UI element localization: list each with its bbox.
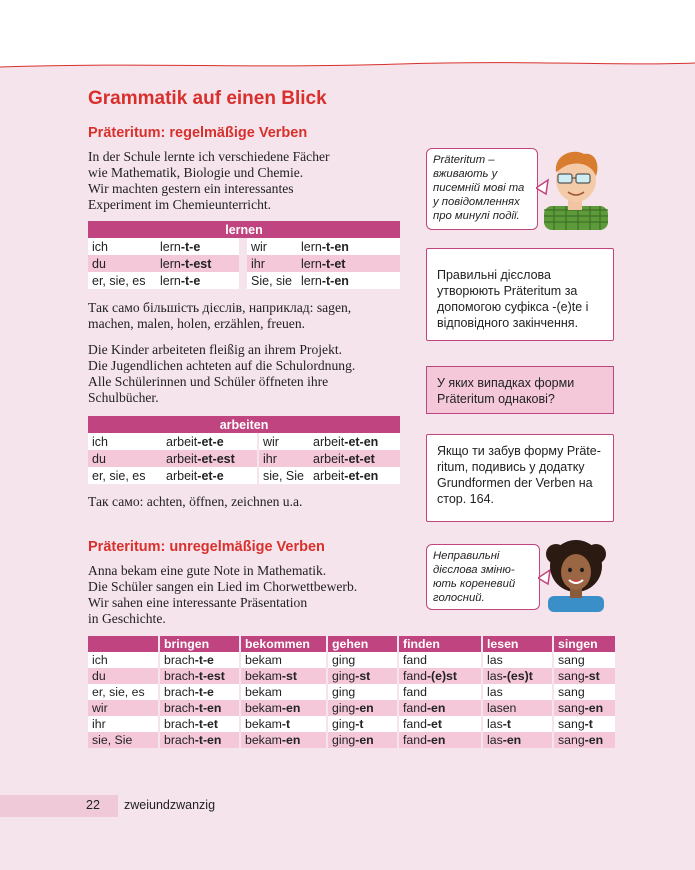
verb-cell: arbeit-et-en bbox=[309, 467, 400, 484]
box-line: У яких випадках форми bbox=[437, 376, 575, 390]
verb-cell: arbeit-et-en bbox=[309, 433, 400, 450]
footer-band bbox=[0, 795, 118, 817]
header-cell: singen bbox=[553, 636, 615, 652]
verb-cell: lern-t-et bbox=[297, 255, 400, 272]
verb-form-cell: bekam-t bbox=[240, 716, 327, 732]
header-cell: finden bbox=[398, 636, 482, 652]
text-line: Wir machten gestern ein interessantes bbox=[88, 181, 294, 196]
verb-cell: lern-t-est bbox=[156, 255, 239, 272]
page-number-word: zweiundzwanzig bbox=[124, 798, 216, 812]
text-line: Die Schüler sangen ein Lied im Chorwettbewerb. bbox=[88, 579, 358, 594]
verb-form-cell: sang-t bbox=[553, 716, 615, 732]
pronoun-cell: du bbox=[88, 255, 156, 272]
verb-cell: lern-t-en bbox=[297, 272, 400, 289]
verb-cell: lern-t-en bbox=[297, 238, 400, 255]
page-title: Grammatik auf einen Blick bbox=[88, 88, 327, 109]
text-line: Die Jugendlichen achteten auf die Schulordnung. bbox=[88, 358, 356, 373]
verb-form-cell: fand bbox=[398, 684, 482, 700]
conjugation-table-lernen bbox=[88, 221, 400, 289]
bubble-line: Неправильні bbox=[433, 550, 500, 562]
text-line: wie Mathematik, Biologie und Chemie. bbox=[88, 165, 304, 180]
boy-character-icon bbox=[536, 148, 616, 230]
pronoun-cell: ihr bbox=[259, 450, 309, 467]
box-line: допомогою суфікса -(e)te і bbox=[437, 300, 589, 314]
pronoun-cell: sie, Sie bbox=[88, 732, 159, 748]
box-line: відповідного закінчення. bbox=[437, 316, 579, 330]
verb-form-cell: fand-(e)st bbox=[398, 668, 482, 684]
conjugation-table-arbeiten bbox=[88, 416, 400, 484]
middle-paragraph bbox=[88, 342, 355, 406]
table-row bbox=[88, 467, 400, 484]
text-line: Wir sahen eine interessante Präsentation bbox=[88, 595, 308, 610]
table-row bbox=[88, 433, 400, 450]
verb-form-cell: fand-en bbox=[398, 700, 482, 716]
box-line: ritum, подивись у додатку bbox=[437, 460, 585, 474]
info-box-appendix bbox=[426, 434, 614, 522]
box-line: Grundformen der Verben на bbox=[437, 476, 593, 490]
table-header: lernen bbox=[88, 221, 400, 238]
similar-verbs-note-2: Так само: achten, öffnen, zeichnen u.a. bbox=[88, 494, 303, 509]
pronoun-cell: ihr bbox=[247, 255, 297, 272]
box-line: Правильні дієслова bbox=[437, 268, 552, 282]
speech-bubble-praeteritum bbox=[426, 148, 538, 230]
pronoun-cell: er, sie, es bbox=[88, 467, 162, 484]
text-line: Schulbücher. bbox=[88, 390, 159, 405]
verb-form-cell: ging-st bbox=[327, 668, 398, 684]
verb-cell: lern-t-e bbox=[156, 238, 239, 255]
verb-cell: arbeit-et-est bbox=[162, 450, 257, 467]
table-row bbox=[88, 652, 615, 668]
pronoun-cell: du bbox=[88, 450, 162, 467]
table-row bbox=[88, 732, 615, 748]
similar-verbs-note-1 bbox=[88, 300, 351, 332]
verb-form-cell: las-(es)t bbox=[482, 668, 553, 684]
pronoun-cell: er, sie, es bbox=[88, 272, 156, 289]
box-line: утворюють Präteritum за bbox=[437, 284, 578, 298]
verb-form-cell: bekam bbox=[240, 684, 327, 700]
verb-form-cell: brach-t-en bbox=[159, 700, 240, 716]
verb-form-cell: bekam-st bbox=[240, 668, 327, 684]
section-title-irregular: Präteritum: unregelmäßige Verben bbox=[88, 539, 325, 555]
header-cell: bekommen bbox=[240, 636, 327, 652]
text-line: in Geschichte. bbox=[88, 611, 166, 626]
verb-form-cell: sang bbox=[553, 652, 615, 668]
verb-form-cell: fand bbox=[398, 652, 482, 668]
verb-form-cell: ging-en bbox=[327, 732, 398, 748]
pronoun-cell: wir bbox=[247, 238, 297, 255]
verb-form-cell: fand-et bbox=[398, 716, 482, 732]
pronoun-cell: ich bbox=[88, 652, 159, 668]
table-row bbox=[88, 255, 400, 272]
bubble-line: голосний. bbox=[433, 592, 485, 604]
table-row bbox=[88, 700, 615, 716]
verb-cell: arbeit-et-e bbox=[162, 467, 257, 484]
bubble-line: дієслова зміню- bbox=[433, 564, 515, 576]
intro-paragraph bbox=[88, 149, 330, 213]
verb-form-cell: ging bbox=[327, 684, 398, 700]
text-line: In der Schule lernte ich verschiedene Fächer bbox=[88, 149, 330, 164]
header-cell: bringen bbox=[159, 636, 240, 652]
bubble-line: вживають у bbox=[433, 168, 498, 180]
verb-form-cell: bekam-en bbox=[240, 700, 327, 716]
box-line: стор. 164. bbox=[437, 492, 495, 506]
pronoun-cell: sie, Sie bbox=[259, 467, 309, 484]
verb-cell: lern-t-e bbox=[156, 272, 239, 289]
pronoun-cell: Sie, sie bbox=[247, 272, 297, 289]
header-cell bbox=[88, 636, 159, 652]
verb-form-cell: fand-en bbox=[398, 732, 482, 748]
irregular-paragraph bbox=[88, 563, 357, 627]
table-row bbox=[88, 668, 615, 684]
text-line: Так само більшість дієслів, наприклад: sagen, bbox=[88, 300, 352, 315]
verb-form-cell: bekam-en bbox=[240, 732, 327, 748]
verb-form-cell: las bbox=[482, 652, 553, 668]
verb-form-cell: brach-t-en bbox=[159, 732, 240, 748]
table-row bbox=[88, 238, 400, 255]
bubble-line: ють кореневий bbox=[433, 578, 516, 590]
verb-form-cell: brach-t-et bbox=[159, 716, 240, 732]
pronoun-cell: wir bbox=[259, 433, 309, 450]
text-line: Experiment im Chemieunterricht. bbox=[88, 197, 272, 212]
pronoun-cell: ich bbox=[88, 433, 162, 450]
bubble-line: Präteritum – bbox=[433, 154, 495, 166]
table-row bbox=[88, 450, 400, 467]
table-header-row bbox=[88, 636, 615, 652]
bubble-line: писемній мові та bbox=[433, 182, 525, 194]
section-title-regular: Präteritum: regelmäßige Verben bbox=[88, 125, 308, 141]
verb-form-cell: ging-t bbox=[327, 716, 398, 732]
text-line: machen, malen, holen, erzählen, freuen. bbox=[88, 316, 306, 331]
info-box-regular-verbs bbox=[426, 248, 614, 341]
verb-form-cell: las-t bbox=[482, 716, 553, 732]
verb-form-cell: ging bbox=[327, 652, 398, 668]
verb-form-cell: lasen bbox=[482, 700, 553, 716]
table-row bbox=[88, 272, 400, 289]
verb-form-cell: las-en bbox=[482, 732, 553, 748]
verb-form-cell: sang-en bbox=[553, 700, 615, 716]
verb-cell: arbeit-et-e bbox=[162, 433, 257, 450]
table-row bbox=[88, 716, 615, 732]
verb-form-cell: sang-st bbox=[553, 668, 615, 684]
bubble-line: у повідомленнях bbox=[433, 196, 520, 208]
table-header: arbeiten bbox=[88, 416, 400, 433]
top-border-line bbox=[0, 58, 695, 72]
pronoun-cell: du bbox=[88, 668, 159, 684]
text-line: Die Kinder arbeiteten fleißig an ihrem Projekt. bbox=[88, 342, 343, 357]
verb-form-cell: ging-en bbox=[327, 700, 398, 716]
header-cell: gehen bbox=[327, 636, 398, 652]
verb-form-cell: brach-t-e bbox=[159, 652, 240, 668]
header-cell: lesen bbox=[482, 636, 553, 652]
irregular-verbs-table bbox=[88, 636, 615, 748]
verb-form-cell: bekam bbox=[240, 652, 327, 668]
page-number: 22 bbox=[86, 798, 100, 812]
verb-cell: arbeit-et-et bbox=[309, 450, 400, 467]
question-box bbox=[426, 366, 614, 414]
verb-form-cell: sang-en bbox=[553, 732, 615, 748]
table-row bbox=[88, 684, 615, 700]
verb-form-cell: brach-t-est bbox=[159, 668, 240, 684]
girl-character-icon bbox=[538, 540, 614, 612]
bubble-line: про минулі події. bbox=[433, 210, 520, 222]
pronoun-cell: wir bbox=[88, 700, 159, 716]
text-line: Alle Schülerinnen und Schüler öffneten ihre bbox=[88, 374, 329, 389]
speech-bubble-irregular bbox=[426, 544, 540, 610]
pronoun-cell: er, sie, es bbox=[88, 684, 159, 700]
verb-form-cell: sang bbox=[553, 684, 615, 700]
pronoun-cell: ich bbox=[88, 238, 156, 255]
box-line: Präteritum однакові? bbox=[437, 392, 555, 406]
verb-form-cell: brach-t-e bbox=[159, 684, 240, 700]
box-line: Якщо ти забув форму Präte- bbox=[437, 444, 601, 458]
verb-form-cell: las bbox=[482, 684, 553, 700]
pronoun-cell: ihr bbox=[88, 716, 159, 732]
text-line: Anna bekam eine gute Note in Mathematik. bbox=[88, 563, 327, 578]
